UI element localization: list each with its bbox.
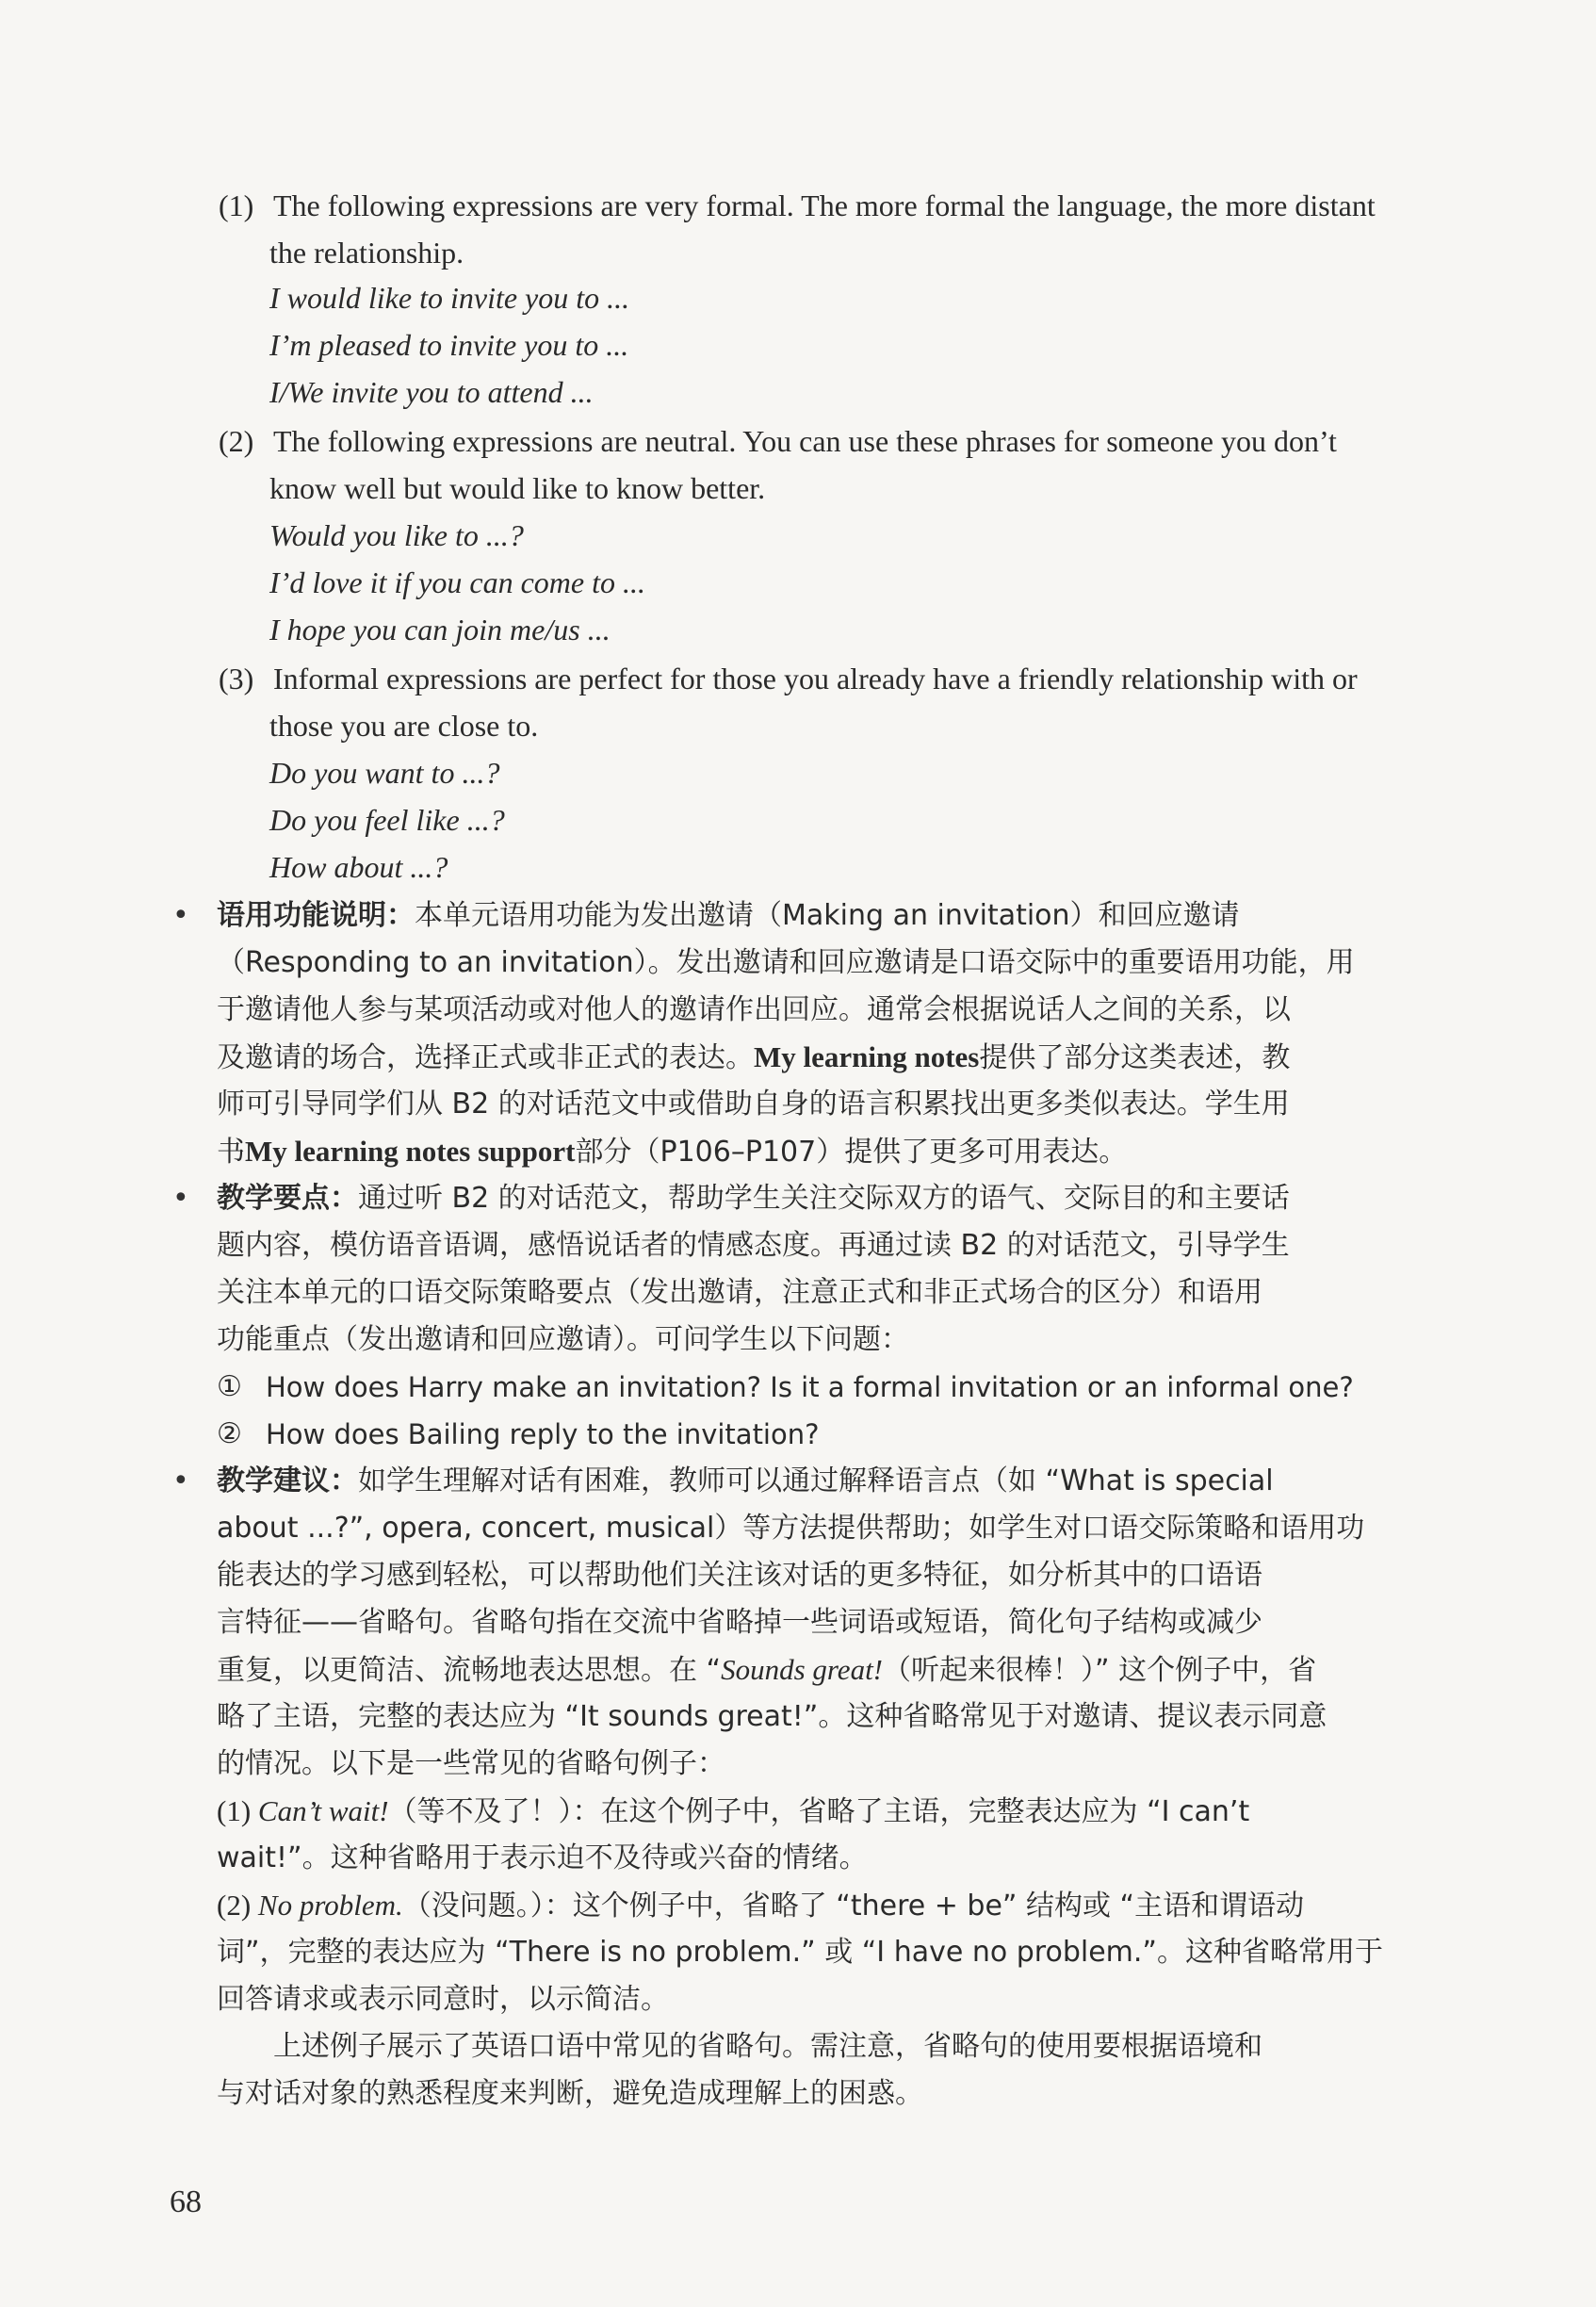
suggestions-line4: 言特征——省略句。省略句指在交流中省略掉一些词语或短语，简化句子结构或减少 <box>217 1606 1262 1639</box>
example-1-line2: wait!”。这种省略用于表示迫不及待或兴奋的情绪。 <box>217 1841 868 1874</box>
bullet-icon: • <box>172 899 189 932</box>
keypoints-line1: 教学要点：通过听 B2 的对话范文，帮助学生关注交际双方的语气、交际目的和主要话 <box>217 1182 1290 1215</box>
neutral-example: I hope you can join me/us ... <box>269 613 611 646</box>
keypoints-heading: 教学要点： <box>217 1182 358 1215</box>
informal-example: How about ...? <box>269 850 448 884</box>
suggestions-line1: 教学建议：如学生理解对话有困难，教师可以通过解释语言点（如 “What is special <box>217 1464 1274 1497</box>
question-2: How does Bailing reply to the invitation? <box>266 1418 820 1450</box>
suggestions-line2: about ...?”, opera, concert, musical）等方法提供帮助；如学生对口语交际策略和语用功 <box>217 1512 1365 1545</box>
neutral-number: (2) <box>219 424 254 458</box>
conclusion-line1: 上述例子展示了英语口语中常见的省略句。需注意，省略句的使用要根据语境和 <box>273 2030 1262 2063</box>
example-1-line1: (1) Can’t wait!（等不及了！）：在这个例子中，省略了主语，完整表达应为 “I can’t <box>217 1794 1250 1828</box>
informal-example: Do you want to ...? <box>269 756 500 790</box>
suggestions-line7: 的情况。以下是一些常见的省略句例子： <box>217 1747 725 1780</box>
page-number: 68 <box>170 2184 202 2219</box>
neutral-example: Would you like to ...? <box>269 518 524 552</box>
informal-text-line1: Informal expressions are perfect for those you already have a friendly relationship with or <box>273 662 1358 695</box>
neutral-example: I’d love it if you can come to ... <box>269 565 645 599</box>
neutral-text-line2: know well but would like to know better. <box>269 471 766 505</box>
cant-wait: Can’t wait! <box>257 1794 389 1827</box>
question-1: How does Harry make an invitation? Is it a formal invitation or an informal one? <box>266 1371 1354 1403</box>
formal-text-line1: The following expressions are very formal. The more formal the language, the more distant <box>273 188 1376 222</box>
formal-text-line2: the relationship. <box>269 236 464 270</box>
keypoints-line2: 题内容，模仿语音语调，感悟说话者的情感态度。再通过读 B2 的对话范文，引导学生 <box>217 1229 1290 1262</box>
informal-example: Do you feel like ...? <box>269 803 505 837</box>
question-mark-1: ① <box>217 1370 242 1403</box>
sounds-great: Sounds great! <box>721 1653 884 1686</box>
keypoints-line4: 功能重点（发出邀请和回应邀请）。可问学生以下问题： <box>217 1323 909 1356</box>
example-2-line1: (2) No problem.（没问题。）：这个例子中，省略了 “there + be” 结构或 “主语和谓语动 <box>217 1889 1305 1922</box>
informal-text-line2: those you are close to. <box>269 709 539 743</box>
suggestions-line5: 重复，以更简洁、流畅地表达思想。在 “Sounds great!（听起来很棒！）” 这个例子中，省 <box>217 1653 1317 1687</box>
neutral-text-line1: The following expressions are neutral. You can use these phrases for someone you don’t <box>273 424 1337 458</box>
functional-line4: 及邀请的场合，选择正式或非正式的表达。My learning notes提供了部分这类表述，教 <box>217 1040 1291 1074</box>
functional-heading: 语用功能说明： <box>217 899 415 932</box>
formal-example: I’m pleased to invite you to ... <box>269 328 629 362</box>
formal-example: I would like to invite you to ... <box>269 281 630 315</box>
suggestions-line3: 能表达的学习感到轻松，可以帮助他们关注该对话的更多特征，如分析其中的口语语 <box>217 1559 1262 1592</box>
my-learning-notes: My learning notes <box>754 1040 980 1073</box>
suggestions-line6: 略了主语，完整的表达应为 “It sounds great!”。这种省略常见于对邀请、提议表示同意 <box>217 1700 1327 1733</box>
suggestions-heading: 教学建议： <box>217 1464 358 1497</box>
functional-line2: （Responding to an invitation）。发出邀请和回应邀请是口语交际中的重要语用功能，用 <box>217 946 1355 979</box>
example-2-line2: 词”，完整的表达应为 “There is no problem.” 或 “I have no problem.”。这种省略常用于 <box>217 1936 1383 1969</box>
formal-number: (1) <box>219 188 254 222</box>
functional-line5: 师可引导同学们从 B2 的对话范文中或借助自身的语言积累找出更多类似表达。学生用 <box>217 1088 1290 1121</box>
question-mark-2: ② <box>217 1417 242 1450</box>
no-problem: No problem. <box>257 1889 403 1922</box>
functional-line1: 语用功能说明：本单元语用功能为发出邀请（Making an invitation）和回应邀请 <box>217 899 1240 932</box>
conclusion-line2: 与对话对象的熟悉程度来判断，避免造成理解上的困惑。 <box>217 2077 923 2110</box>
bullet-icon: • <box>172 1182 189 1215</box>
bullet-icon: • <box>172 1464 189 1497</box>
informal-number: (3) <box>219 662 254 695</box>
formal-example: I/We invite you to attend ... <box>269 375 594 409</box>
example-2-line3: 回答请求或表示同意时，以示简洁。 <box>217 1983 669 2016</box>
keypoints-line3: 关注本单元的口语交际策略要点（发出邀请，注意正式和非正式场合的区分）和语用 <box>217 1276 1262 1309</box>
functional-line3: 于邀请他人参与某项活动或对他人的邀请作出回应。通常会根据说话人之间的关系，以 <box>217 993 1291 1026</box>
my-learning-notes-support: My learning notes support <box>245 1135 576 1168</box>
functional-line6: 书My learning notes support部分（P106–P107）提供了更多可用表达。 <box>217 1135 1128 1169</box>
